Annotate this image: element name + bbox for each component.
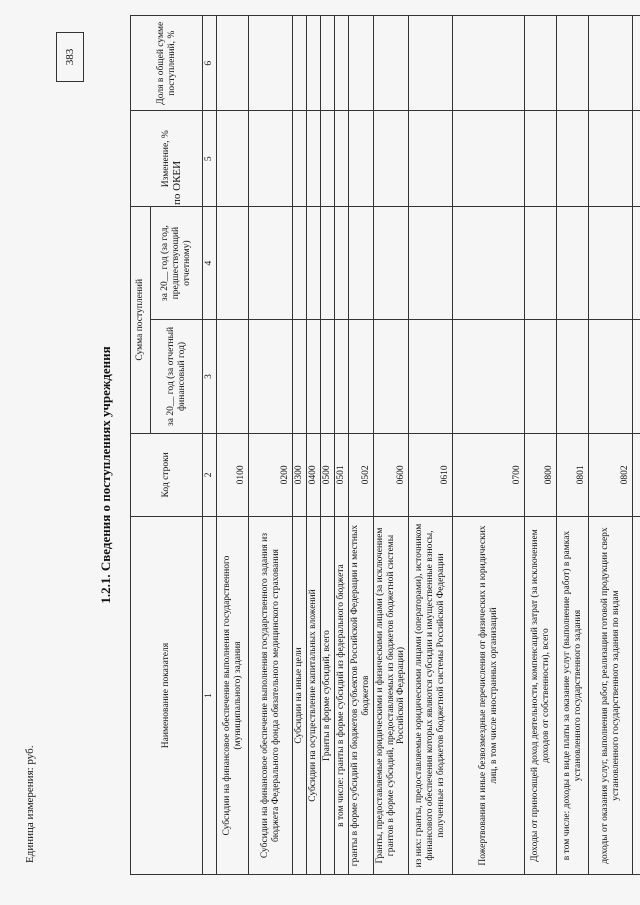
cell-previous[interactable] — [306, 206, 320, 319]
cell-current[interactable] — [525, 320, 557, 433]
revenue-table — [130, 15, 640, 875]
cell-current[interactable] — [249, 320, 293, 433]
header-code: Код строки — [131, 433, 203, 517]
cell-current[interactable] — [633, 320, 640, 433]
cell-change[interactable] — [557, 111, 589, 206]
table-row — [249, 16, 293, 875]
cell-share[interactable] — [306, 16, 320, 111]
cell-previous[interactable] — [249, 206, 293, 319]
table-row — [453, 16, 525, 875]
cell-share[interactable] — [217, 16, 249, 111]
cell-share[interactable] — [334, 16, 348, 111]
cell-change[interactable] — [373, 111, 409, 206]
row-code: 0700 — [453, 433, 525, 517]
cell-current[interactable] — [293, 320, 307, 433]
cell-change[interactable] — [249, 111, 293, 206]
row-label: Доходы от приносящей доход деятельности, компенсаций затрат (за исключением доходов от собственности), всего — [525, 517, 557, 875]
cell-change[interactable] — [293, 111, 307, 206]
row-label: Субсидии на финансовое обеспечение выполнения государственного задания из бюджета Федерального фонда обязательного медицинского страхования — [249, 517, 293, 875]
row-label: доходы от оказания услуг, выполнения работ, реализации готовой продукции сверх установленного государственного задания по видам — [589, 517, 633, 875]
cell-previous[interactable] — [589, 206, 633, 319]
table-row — [334, 16, 348, 875]
row-label: гранты в форме субсидий из бюджетов субъектов Российской Федерации и местных бюджетов — [348, 517, 373, 875]
row-code: 0600 — [373, 433, 409, 517]
col-number-3: 3 — [203, 320, 217, 433]
cell-previous[interactable] — [348, 206, 373, 319]
col-number-6: 6 — [203, 16, 217, 111]
header-previous-year: за 20__ год (за год, предшествующий отчетному) — [151, 206, 203, 319]
table-row — [306, 16, 320, 875]
table-row — [320, 16, 334, 875]
header-indicator: Наименование показателя — [131, 517, 203, 875]
cell-change[interactable] — [633, 111, 640, 206]
cell-current[interactable] — [409, 320, 453, 433]
cell-change[interactable] — [306, 111, 320, 206]
cell-change[interactable] — [320, 111, 334, 206]
header-current-year: за 20__ год (за отчетный финансовый год) — [151, 320, 203, 433]
okei-label: по ОКЕИ — [171, 160, 183, 205]
header-change: Изменение, % — [131, 111, 203, 206]
table-row — [589, 16, 633, 875]
row-code: 0802 — [589, 433, 633, 517]
cell-previous[interactable] — [525, 206, 557, 319]
row-label: Гранты, предоставляемые юридическими и физическими лицами (за исключением грантов в форме субсидий, предоставляемых из бюджетов бюджетной системы Российской Федерации) — [373, 517, 409, 875]
row-code — [633, 433, 640, 517]
cell-change[interactable] — [409, 111, 453, 206]
cell-share[interactable] — [320, 16, 334, 111]
cell-share[interactable] — [557, 16, 589, 111]
cell-current[interactable] — [373, 320, 409, 433]
cell-share[interactable] — [525, 16, 557, 111]
cell-current[interactable] — [306, 320, 320, 433]
cell-change[interactable] — [453, 111, 525, 206]
row-code: 0800 — [525, 433, 557, 517]
cell-share[interactable] — [348, 16, 373, 111]
cell-current[interactable] — [320, 320, 334, 433]
cell-change[interactable] — [334, 111, 348, 206]
row-code: 0501 — [334, 433, 348, 517]
row-label: Пожертвования и иные безвозмездные перечисления от физических и юридических лиц, в том числе иностранных организаций — [453, 517, 525, 875]
cell-current[interactable] — [589, 320, 633, 433]
row-code: 0400 — [306, 433, 320, 517]
col-number-4: 4 — [203, 206, 217, 319]
col-number-1: 1 — [203, 517, 217, 875]
row-label: в том числе: доходы в виде платы за оказание услуг (выполнение работ) в рамках установленного государственного задания — [557, 517, 589, 875]
col-number-5: 5 — [203, 111, 217, 206]
row-code: 0801 — [557, 433, 589, 517]
cell-share[interactable] — [249, 16, 293, 111]
cell-previous[interactable] — [453, 206, 525, 319]
section-title: 1.2.1. Сведения о поступлениях учреждения — [98, 346, 113, 604]
measure-unit: Единица измерения: руб. — [24, 745, 36, 863]
okei-code-box: 383 — [56, 32, 84, 82]
cell-previous[interactable] — [633, 206, 640, 319]
cell-previous[interactable] — [293, 206, 307, 319]
cell-previous[interactable] — [409, 206, 453, 319]
cell-change[interactable] — [217, 111, 249, 206]
row-code: 0500 — [320, 433, 334, 517]
row-label — [633, 517, 640, 875]
cell-previous[interactable] — [373, 206, 409, 319]
header-sum: Сумма поступлений — [131, 206, 151, 433]
cell-previous[interactable] — [320, 206, 334, 319]
table-row — [373, 16, 409, 875]
row-label: Субсидии на финансовое обеспечение выполнения государственного (муниципального) задания — [217, 517, 249, 875]
cell-share[interactable] — [409, 16, 453, 111]
table-row — [293, 16, 307, 875]
table-row — [348, 16, 373, 875]
row-label: в том числе: гранты в форме субсидий из федерального бюджета — [334, 517, 348, 875]
cell-current[interactable] — [217, 320, 249, 433]
row-code: 0502 — [348, 433, 373, 517]
cell-current[interactable] — [348, 320, 373, 433]
cell-change[interactable] — [589, 111, 633, 206]
cell-share[interactable] — [373, 16, 409, 111]
table-row — [633, 16, 640, 875]
cell-previous[interactable] — [557, 206, 589, 319]
col-number-2: 2 — [203, 433, 217, 517]
row-label: Гранты в форме субсидий, всего — [320, 517, 334, 875]
header-share: Доля в общей сумме поступлений, % — [131, 16, 203, 111]
cell-share[interactable] — [453, 16, 525, 111]
row-label: Субсидии на иные цели — [293, 517, 307, 875]
table-row — [525, 16, 557, 875]
row-label: из них: гранты, предоставляемые юридическими лицами (операторами), источником финансового обеспечения которых являются субсидии и имущественные взносы, полученные из бюджетов бюджетной системы Российской Федерации — [409, 517, 453, 875]
row-code: 0300 — [293, 433, 307, 517]
cell-current[interactable] — [557, 320, 589, 433]
cell-change[interactable] — [525, 111, 557, 206]
table-row — [409, 16, 453, 875]
table-row — [217, 16, 249, 875]
cell-share[interactable] — [633, 16, 640, 111]
cell-change[interactable] — [348, 111, 373, 206]
row-code: 0200 — [249, 433, 293, 517]
row-code: 0100 — [217, 433, 249, 517]
cell-previous[interactable] — [334, 206, 348, 319]
cell-share[interactable] — [293, 16, 307, 111]
cell-previous[interactable] — [217, 206, 249, 319]
row-label: Субсидии на осуществление капитальных вложений — [306, 517, 320, 875]
cell-share[interactable] — [589, 16, 633, 111]
cell-current[interactable] — [334, 320, 348, 433]
row-code: 0610 — [409, 433, 453, 517]
cell-current[interactable] — [453, 320, 525, 433]
table-row — [557, 16, 589, 875]
